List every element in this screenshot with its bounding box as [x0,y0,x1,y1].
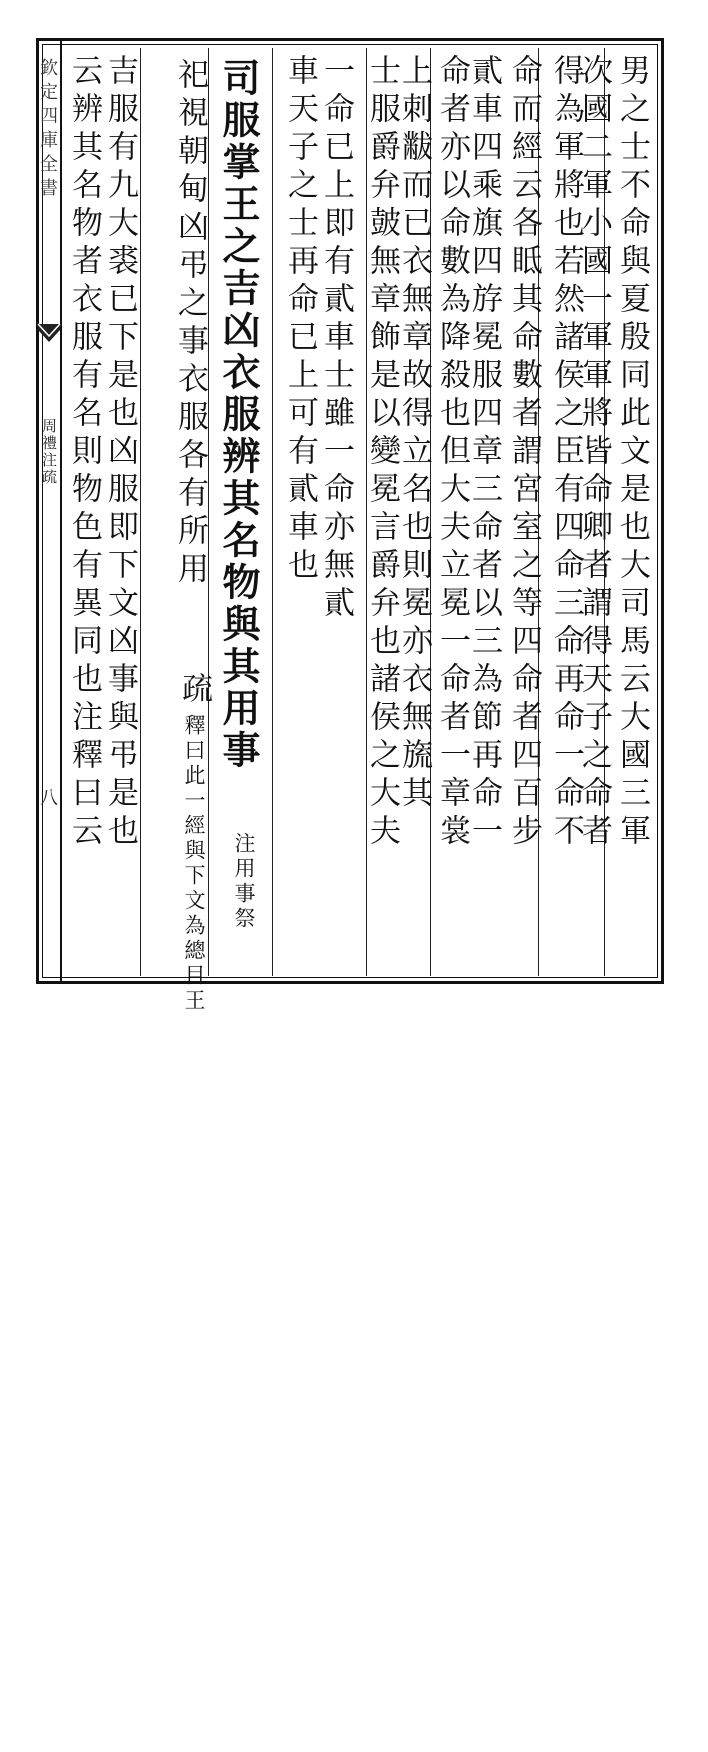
text-column-10: 車天子之士再命已上可有貳車也 [282,54,318,586]
text-column-2: 次國二軍小國一軍軍將皆命卿者謂得天子之命者 [576,54,612,852]
classic-text-column: 司服掌王之吉凶衣服辨其名物與其用事 [216,58,261,772]
text-column-6: 命者亦以命數為降殺也但大夫立冕一命者一章裳 [434,54,470,852]
annotation-note: 注用事祭 [232,832,256,932]
column-divider [272,48,273,976]
text-column-1: 男之士不命與夏殷同此文是也大司馬云大國三軍 [614,54,650,852]
column-divider [140,48,141,976]
gutter-title: 欽定四庫全書 [37,58,58,202]
text-column-7: 上刺黻而已衣無章故得立名也則冕亦衣無旒其 [396,54,432,814]
gutter-page-number: 八 [37,788,58,806]
gutter-book-title: 周禮注疏 [40,418,58,486]
text-column-4: 命而經云各眡其命數者謂宮室之等四命者四百步 [506,54,542,852]
text-column-16: 云辨其名物者衣服有名則物色有異同也注釋曰云 [66,54,102,852]
text-column-3: 得為軍將也若然諸侯之臣有四命三命再命一命不 [548,54,584,852]
text-column-5: 貳車四乘旗四斿冕服四章三命者以三為節再命一 [466,54,502,852]
text-column-15: 吉服有九大裘已下是也凶服即下文凶事與弔是也 [102,54,138,852]
text-column-8: 士服爵弁皷無章飾是以變冕言爵弁也諸侯之大夫 [364,54,400,852]
text-column-9: 一命已上即有貳車士雖一命亦無貳 [318,54,354,624]
commentary-note: 釋曰此一經與下文為總目王 [182,714,206,1014]
commentary-marker: 疏 [176,672,212,710]
fish-tail-mark-icon [36,320,62,360]
text-column-12: 祀視朝甸凶弔之事衣服各有所用 [172,58,208,590]
